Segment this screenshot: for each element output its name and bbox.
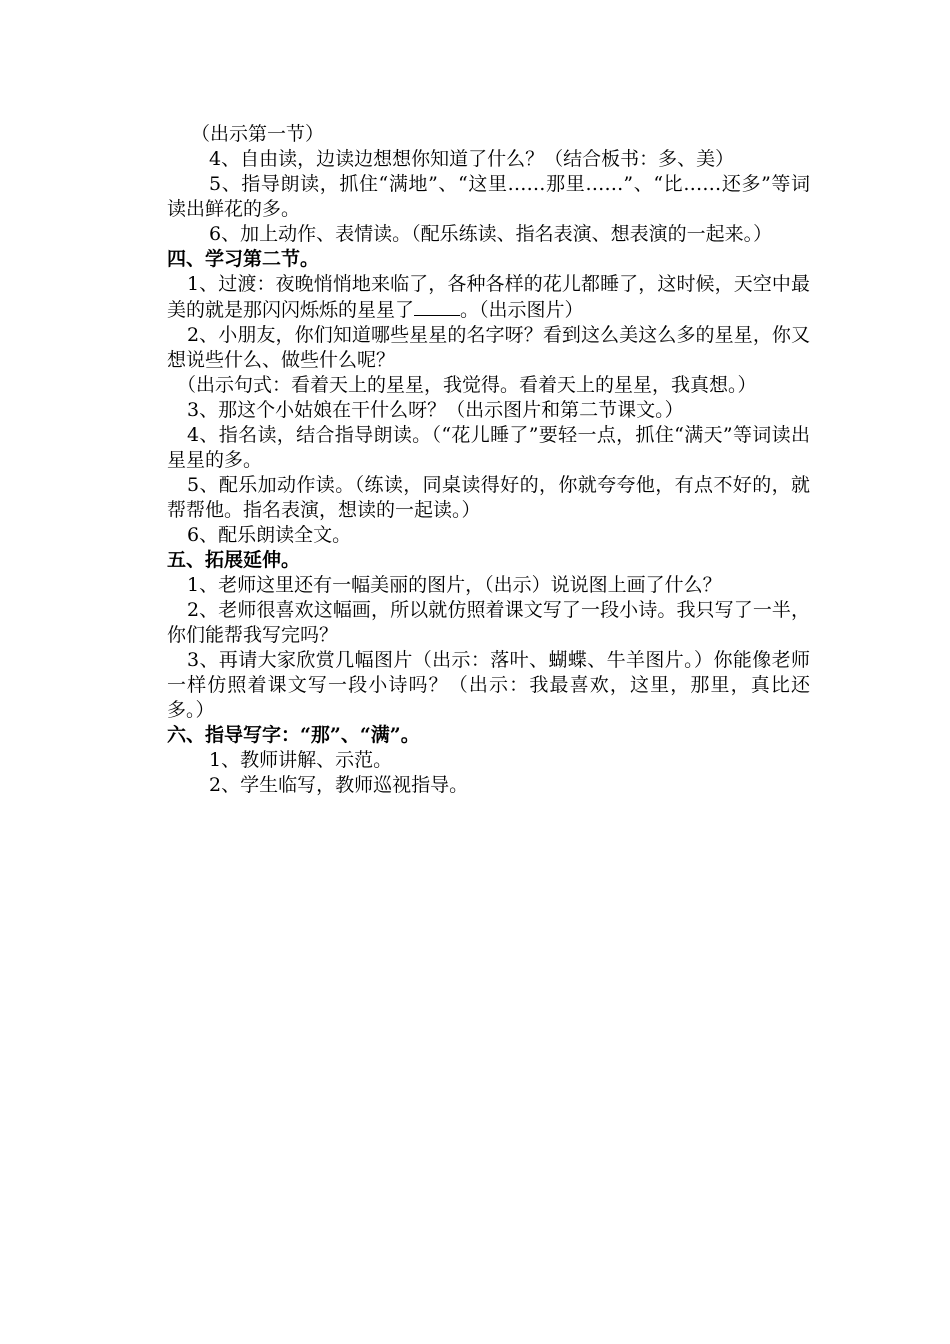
paragraph: 5、指导朗读，抓住“满地”、“这里……那里……”、“比……还多”等词读出鲜花的多。 — [167, 173, 810, 220]
paragraph: 3、再请大家欣赏几幅图片（出示：落叶、蝴蝶、牛羊图片。）你能像老师一样仿照着课文写一段小诗吗？（出示：我最喜欢，这里，那里，真比还多。） — [167, 649, 810, 721]
fill-in-blank — [414, 297, 460, 316]
paragraph: 2、老师很喜欢这幅画，所以就仿照着课文写了一段小诗。我只写了一半，你们能帮我写完吗？ — [167, 599, 810, 646]
section-heading: 四、学习第二节。 — [167, 248, 320, 270]
paragraph: 2、小朋友，你们知道哪些星星的名字呀？看到这么美这么多的星星，你又想说些什么、做些什么呢？ — [167, 324, 810, 371]
paragraph: 4、自由读，边读边想想你知道了什么？（结合板书：多、美） — [209, 148, 735, 170]
paragraph: 1、老师这里还有一幅美丽的图片，（出示）说说图上画了什么？ — [187, 574, 722, 596]
paragraph: 6、加上动作、表情读。（配乐练读、指名表演、想表演的一起来。） — [209, 223, 773, 245]
paragraph: 1、教师讲解、示范。 — [209, 749, 393, 771]
paragraph-text: 1、过渡：夜晚悄悄地来临了，各种各样的花儿都睡了，这时候，天空中最美的就是那闪闪烁烁的星星了 — [167, 273, 810, 321]
paragraph: 3、那这个小姑娘在干什么呀？（出示图片和第二节课文。） — [187, 399, 684, 421]
paragraph: （出示句式：看着天上的星星，我觉得。看着天上的星星，我真想。） — [177, 374, 757, 396]
section-heading: 五、拓展延伸。 — [167, 549, 301, 571]
paragraph: 2、学生临写，教师巡视指导。 — [209, 774, 469, 796]
paragraph: 4、指名读，结合指导朗读。（“花儿睡了”要轻一点，抓住“满天”等词读出星星的多。 — [167, 424, 810, 471]
paragraph: 6、配乐朗读全文。 — [187, 524, 352, 546]
paragraph-text: 。（出示图片） — [460, 299, 584, 321]
paragraph: 5、配乐加动作读。（练读，同桌读得好的，你就夸夸他，有点不好的，就帮帮他。指名表演，想读的一起读。） — [167, 474, 810, 521]
section-heading: 六、指导写字：“那”、“满”。 — [167, 724, 420, 746]
paragraph-with-blank — [167, 272, 810, 323]
paragraph: （出示第一节） — [191, 123, 325, 145]
document-body — [167, 122, 810, 798]
